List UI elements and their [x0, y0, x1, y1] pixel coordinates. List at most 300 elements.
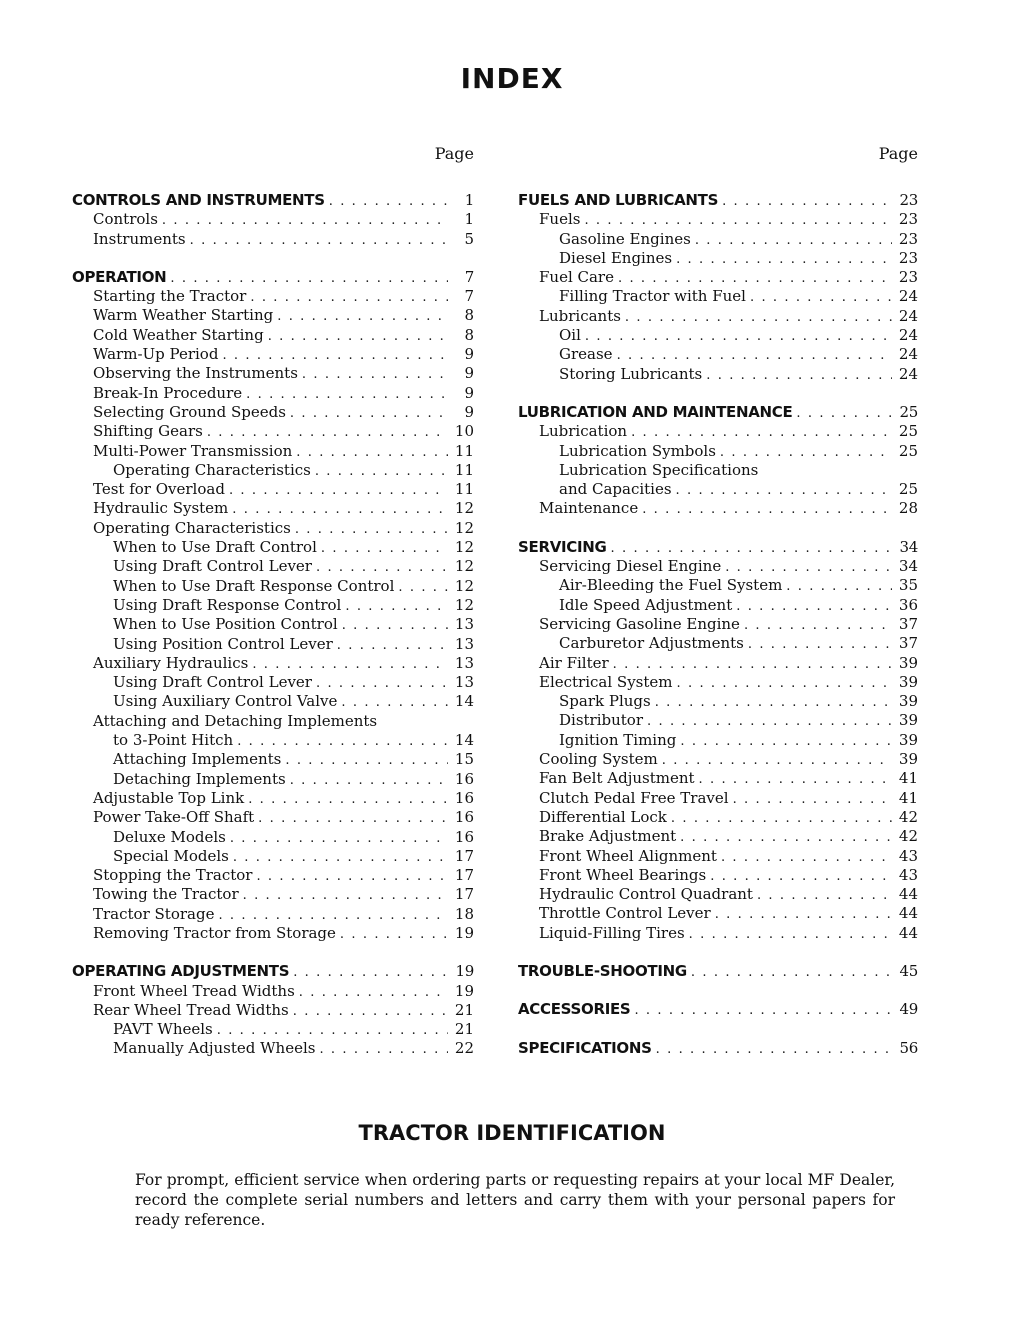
entry-title: Manually Adjusted Wheels	[113, 1039, 316, 1058]
index-entry	[72, 480, 474, 499]
entry-page-number: 28	[898, 499, 918, 518]
dot-leader	[744, 616, 892, 635]
entry-title: Attaching Implements	[113, 750, 282, 769]
entry-page-number: 9	[464, 383, 474, 402]
entry-title: Gasoline Engines	[559, 229, 691, 248]
dot-leader	[671, 809, 892, 828]
entry-page-number: 1	[464, 191, 474, 209]
entry-title: Using Position Control Lever	[113, 634, 333, 653]
index-entry	[72, 905, 474, 924]
entry-title: Hydraulic System	[93, 499, 229, 518]
index-section-heading	[518, 191, 918, 210]
dot-leader	[248, 790, 448, 809]
entry-title: Distributor	[559, 711, 644, 730]
index-entry	[72, 692, 474, 711]
entry-title: Carburetor Adjustments	[559, 634, 744, 653]
entry-title: to 3-Point Hitch	[113, 731, 234, 750]
entry-title: When to Use Position Control	[113, 615, 338, 634]
index-entry	[518, 576, 918, 595]
dot-leader	[736, 597, 892, 616]
dot-leader	[691, 963, 892, 982]
entry-page-number: 44	[898, 885, 918, 904]
entry-page-number: 44	[898, 923, 918, 942]
index-entry	[518, 461, 918, 480]
index-section-heading	[518, 403, 918, 422]
index-entry	[518, 480, 918, 499]
index-entry	[518, 557, 918, 576]
dot-leader	[613, 655, 892, 674]
index-entry	[72, 210, 474, 229]
entry-title: Auxiliary Hydraulics	[93, 653, 249, 672]
entry-page-number: 9	[464, 364, 474, 383]
entry-title: Special Models	[113, 846, 229, 865]
index-entry	[72, 982, 474, 1001]
index-entry	[518, 634, 918, 653]
dot-leader	[647, 712, 892, 731]
index-entry	[518, 268, 918, 287]
entry-page-number: 12	[454, 557, 474, 576]
entry-title: Front Wheel Bearings	[539, 865, 707, 884]
dot-leader	[329, 192, 448, 211]
dot-leader	[662, 751, 892, 770]
identification-text: For prompt, efficient service when ordering parts or requesting repairs at your local MF Dealer, record the complete serial numbers and letters and carry them with your personal papers for ready reference.	[135, 1171, 895, 1229]
entry-title: OPERATION	[72, 267, 167, 286]
entry-title: Grease	[559, 345, 613, 364]
entry-title: Throttle Control Lever	[539, 904, 711, 923]
dot-leader	[699, 770, 892, 789]
dot-leader	[655, 693, 892, 712]
entry-title: Shifting Gears	[93, 422, 203, 441]
entry-page-number: 39	[898, 750, 918, 769]
entry-title: PAVT Wheels	[113, 1020, 213, 1039]
index-entry	[72, 615, 474, 634]
entry-page-number: 25	[898, 480, 918, 499]
dot-leader	[617, 346, 892, 365]
index-entry	[72, 403, 474, 422]
index-entry	[72, 750, 474, 769]
entry-title: Warm Weather Starting	[93, 306, 274, 325]
index-entry	[518, 230, 918, 249]
index-entry	[72, 538, 474, 557]
index-section-heading	[518, 1039, 918, 1058]
index-entry	[518, 731, 918, 750]
entry-title: Tractor Storage	[93, 904, 215, 923]
index-entry	[518, 808, 918, 827]
entry-page-number: 24	[898, 306, 918, 325]
entry-page-number: 15	[454, 750, 474, 769]
entry-page-number: 56	[899, 1038, 918, 1057]
page-column-header: Page	[434, 144, 474, 163]
index-entry	[518, 827, 918, 846]
entry-title: Ignition Timing	[559, 730, 677, 749]
dot-leader	[299, 983, 448, 1002]
index-entry	[72, 577, 474, 596]
dot-leader	[733, 790, 892, 809]
entry-title: Fuels	[539, 210, 581, 229]
entry-title: Diesel Engines	[559, 248, 673, 267]
index-entry	[518, 904, 918, 923]
entry-page-number: 19	[455, 962, 474, 981]
dot-leader	[656, 1040, 892, 1059]
entry-page-number: 17	[454, 866, 474, 885]
index-entry	[518, 847, 918, 866]
index-entry	[518, 287, 918, 306]
entry-title: Towing the Tractor	[93, 885, 239, 904]
dot-leader	[170, 269, 448, 288]
entry-title: Servicing Diesel Engine	[539, 557, 722, 576]
dot-leader	[634, 1001, 892, 1020]
identification-title: TRACTOR IDENTIFICATION	[358, 1121, 666, 1145]
index-entry	[72, 519, 474, 538]
entry-page-number: 21	[454, 1020, 474, 1039]
entry-title: Filling Tractor with Fuel	[559, 287, 746, 306]
index-entry	[72, 924, 474, 943]
dot-leader	[796, 404, 892, 423]
dot-leader	[337, 636, 448, 655]
dot-leader	[689, 925, 892, 944]
entry-title: OPERATING ADJUSTMENTS	[72, 962, 290, 981]
entry-page-number: 39	[898, 711, 918, 730]
entry-page-number: 39	[898, 692, 918, 711]
dot-leader	[585, 327, 892, 346]
dot-leader	[293, 1002, 448, 1021]
index-entries	[72, 191, 474, 1059]
entry-page-number: 49	[899, 1000, 918, 1019]
index-entry	[518, 654, 918, 673]
index-entry	[72, 789, 474, 808]
index-entry	[518, 615, 918, 634]
index-entry	[72, 635, 474, 654]
entry-page-number: 1	[464, 210, 474, 229]
index-entry	[518, 885, 918, 904]
dot-leader	[232, 500, 448, 519]
entry-title: Idle Speed Adjustment	[559, 595, 733, 614]
dot-leader	[207, 423, 448, 442]
entry-page-number: 23	[898, 268, 918, 287]
entry-title: Using Draft Response Control	[113, 595, 342, 614]
entry-page-number: 12	[454, 518, 474, 537]
dot-leader	[258, 809, 448, 828]
entry-title: Operating Characteristics	[113, 460, 311, 479]
entry-title: When to Use Draft Response Control	[113, 576, 395, 595]
entry-title: Detaching Implements	[113, 769, 286, 788]
entry-title: Spark Plugs	[559, 692, 651, 711]
index-entry	[72, 808, 474, 827]
entry-title: Lubricants	[539, 306, 621, 325]
entry-page-number: 8	[464, 306, 474, 325]
dot-leader	[611, 539, 892, 558]
index-entry	[518, 711, 918, 730]
entry-title: Rear Wheel Tread Widths	[93, 1000, 289, 1019]
index-entry	[518, 345, 918, 364]
dot-leader	[190, 231, 448, 250]
dot-leader	[316, 674, 448, 693]
entry-page-number: 9	[464, 345, 474, 364]
entry-title: Break-In Procedure	[93, 383, 243, 402]
entry-page-number: 16	[454, 808, 474, 827]
entry-page-number: 43	[898, 846, 918, 865]
entry-title: Using Auxiliary Control Valve	[113, 692, 338, 711]
index-entry	[72, 461, 474, 480]
entry-title: Power Take-Off Shaft	[93, 808, 255, 827]
entry-page-number: 10	[454, 422, 474, 441]
entry-title: Controls	[93, 210, 158, 229]
index-entry	[72, 1039, 474, 1058]
entry-page-number: 24	[898, 345, 918, 364]
entry-page-number: 12	[454, 595, 474, 614]
index-column-right	[518, 144, 918, 1058]
index-entry	[518, 249, 918, 268]
entry-title: Deluxe Models	[113, 827, 226, 846]
index-entry	[518, 326, 918, 345]
index-entry	[72, 364, 474, 383]
dot-leader	[293, 963, 448, 982]
entry-page-number: 23	[898, 210, 918, 229]
entry-title: Cold Weather Starting	[93, 325, 264, 344]
entry-title: Servicing Gasoline Engine	[539, 614, 740, 633]
dot-leader	[237, 732, 448, 751]
dot-leader	[321, 539, 448, 558]
entry-page-number: 39	[898, 730, 918, 749]
index-entry	[518, 692, 918, 711]
entry-title: Selecting Ground Speeds	[93, 402, 286, 421]
entry-page-number: 37	[898, 614, 918, 633]
entry-page-number: 11	[454, 480, 474, 499]
entry-title: Lubrication Specifications	[559, 460, 759, 479]
entry-page-number: 12	[454, 538, 474, 557]
entry-page-number: 39	[898, 653, 918, 672]
dot-leader	[268, 327, 448, 346]
page-title: INDEX	[460, 62, 564, 95]
dot-leader	[290, 771, 448, 790]
entry-title: Stopping the Tractor	[93, 866, 253, 885]
dot-leader	[290, 404, 448, 423]
entry-page-number: 16	[454, 788, 474, 807]
entry-title: Fan Belt Adjustment	[539, 769, 695, 788]
index-entry	[72, 770, 474, 789]
entry-page-number: 9	[464, 402, 474, 421]
entry-page-number: 16	[454, 827, 474, 846]
dot-leader	[706, 366, 892, 385]
entry-title: Using Draft Control Lever	[113, 557, 312, 576]
entry-title: Lubrication Symbols	[559, 441, 716, 460]
index-entry	[72, 442, 474, 461]
dot-leader	[750, 288, 892, 307]
entry-page-number: 7	[464, 267, 474, 286]
index-entry	[72, 422, 474, 441]
dot-leader	[222, 346, 448, 365]
entry-page-number: 36	[898, 595, 918, 614]
index-entry	[518, 307, 918, 326]
entry-page-number: 7	[464, 287, 474, 306]
entry-title: Lubrication	[539, 422, 628, 441]
dot-leader	[786, 577, 892, 596]
dot-leader	[252, 655, 448, 674]
entry-title: Cooling System	[539, 750, 658, 769]
index-entry	[72, 828, 474, 847]
entry-title: Clutch Pedal Free Travel	[539, 788, 729, 807]
entry-page-number: 41	[898, 769, 918, 788]
entry-page-number: 42	[898, 827, 918, 846]
dot-leader	[162, 211, 448, 230]
dot-leader	[715, 905, 892, 924]
dot-leader	[319, 1040, 448, 1059]
index-entry	[72, 345, 474, 364]
dot-leader	[315, 462, 448, 481]
entry-title: When to Use Draft Control	[113, 538, 317, 557]
entry-page-number: 16	[454, 769, 474, 788]
dot-leader	[341, 693, 448, 712]
dot-leader	[229, 481, 448, 500]
entry-page-number: 24	[898, 326, 918, 345]
dot-leader	[676, 250, 892, 269]
entry-page-number: 37	[898, 634, 918, 653]
index-entry	[72, 287, 474, 306]
entry-title: SPECIFICATIONS	[518, 1038, 652, 1057]
dot-leader	[725, 558, 892, 577]
entry-title: Front Wheel Tread Widths	[93, 981, 295, 1000]
dot-leader	[243, 886, 448, 905]
entry-page-number: 42	[898, 807, 918, 826]
entry-page-number: 34	[899, 537, 918, 556]
entry-title: Warm-Up Period	[93, 345, 219, 364]
entry-page-number: 13	[454, 653, 474, 672]
entry-page-number: 34	[898, 557, 918, 576]
entry-page-number: 19	[454, 981, 474, 1000]
entry-title: Removing Tractor from Storage	[93, 923, 336, 942]
dot-leader	[230, 829, 448, 848]
entry-page-number: 19	[454, 923, 474, 942]
entry-title: Using Draft Control Lever	[113, 673, 312, 692]
dot-leader	[680, 828, 892, 847]
entry-page-number: 13	[454, 673, 474, 692]
dot-leader	[233, 848, 448, 867]
index-entry	[72, 847, 474, 866]
entry-title: Maintenance	[539, 499, 639, 518]
index-section-heading	[72, 191, 474, 210]
dot-leader	[398, 578, 448, 597]
dot-leader	[748, 635, 892, 654]
entry-page-number: 5	[464, 229, 474, 248]
dot-leader	[618, 269, 892, 288]
entry-title: ACCESSORIES	[518, 1000, 631, 1019]
entry-page-number: 44	[898, 904, 918, 923]
entry-page-number: 25	[899, 402, 918, 421]
index-entry	[518, 924, 918, 943]
index-entry	[72, 499, 474, 518]
index-entry	[518, 422, 918, 441]
index-section-heading	[72, 962, 474, 981]
entry-page-number: 41	[898, 788, 918, 807]
entry-page-number: 23	[899, 191, 918, 209]
index-section-heading	[72, 268, 474, 287]
index-entries	[518, 191, 918, 1058]
index-entry	[518, 596, 918, 615]
dot-leader	[256, 867, 448, 886]
entry-page-number: 25	[898, 441, 918, 460]
index-entry	[72, 1001, 474, 1020]
entry-page-number: 12	[454, 576, 474, 595]
entry-page-number: 17	[454, 846, 474, 865]
entry-page-number: 35	[898, 576, 918, 595]
entry-page-number: 12	[454, 499, 474, 518]
index-section-heading	[518, 538, 918, 557]
dot-leader	[217, 1021, 448, 1040]
entry-title: CONTROLS AND INSTRUMENTS	[72, 191, 325, 209]
dot-leader	[720, 443, 892, 462]
page-column-header: Page	[878, 144, 918, 163]
dot-leader	[695, 231, 892, 250]
entry-title: Adjustable Top Link	[93, 788, 245, 807]
entry-title: Front Wheel Alignment	[539, 846, 717, 865]
entry-title: Fuel Care	[539, 268, 614, 287]
entry-title: Air Filter	[539, 653, 609, 672]
index-entry	[518, 210, 918, 229]
entry-page-number: 13	[454, 634, 474, 653]
index-entry	[72, 326, 474, 345]
index-entry	[72, 673, 474, 692]
dot-leader	[296, 443, 448, 462]
dot-leader	[277, 307, 448, 326]
entry-page-number: 21	[454, 1000, 474, 1019]
dot-leader	[295, 520, 448, 539]
entry-title: Multi-Power Transmission	[93, 441, 293, 460]
dot-leader	[250, 288, 448, 307]
dot-leader	[246, 385, 448, 404]
index-entry	[518, 769, 918, 788]
index-entry	[72, 596, 474, 615]
entry-title: LUBRICATION AND MAINTENANCE	[518, 402, 793, 421]
index-entry	[518, 365, 918, 384]
entry-page-number: 39	[898, 672, 918, 691]
index-entry	[72, 306, 474, 325]
index-entry	[518, 789, 918, 808]
entry-title: Instruments	[93, 229, 186, 248]
entry-title: and Capacities	[559, 480, 672, 499]
index-section-heading	[518, 1000, 918, 1019]
entry-page-number: 45	[899, 961, 918, 980]
dot-leader	[680, 732, 892, 751]
entry-title: Operating Characteristics	[93, 518, 291, 537]
entry-page-number: 25	[898, 422, 918, 441]
index-entry	[72, 712, 474, 731]
entry-title: Differential Lock	[539, 807, 667, 826]
dot-leader	[218, 906, 448, 925]
entry-title: Oil	[559, 326, 581, 345]
index-entry	[72, 557, 474, 576]
dot-leader	[584, 211, 892, 230]
index-section-heading	[518, 962, 918, 981]
index-entry	[518, 750, 918, 769]
index-entry	[72, 731, 474, 750]
entry-title: TROUBLE-SHOOTING	[518, 961, 687, 980]
entry-title: Attaching and Detaching Implements	[93, 711, 378, 730]
index-entry	[72, 866, 474, 885]
index-entry	[518, 499, 918, 518]
dot-leader	[710, 867, 892, 886]
dot-leader	[721, 848, 892, 867]
entry-page-number: 14	[454, 692, 474, 711]
entry-page-number: 18	[454, 904, 474, 923]
dot-leader	[631, 423, 892, 442]
entry-title: Brake Adjustment	[539, 827, 677, 846]
index-entry	[518, 442, 918, 461]
entry-title: Observing the Instruments	[93, 364, 298, 383]
dot-leader	[316, 558, 448, 577]
dot-leader	[285, 751, 448, 770]
entry-title: Starting the Tractor	[93, 287, 247, 306]
index-entry	[72, 885, 474, 904]
